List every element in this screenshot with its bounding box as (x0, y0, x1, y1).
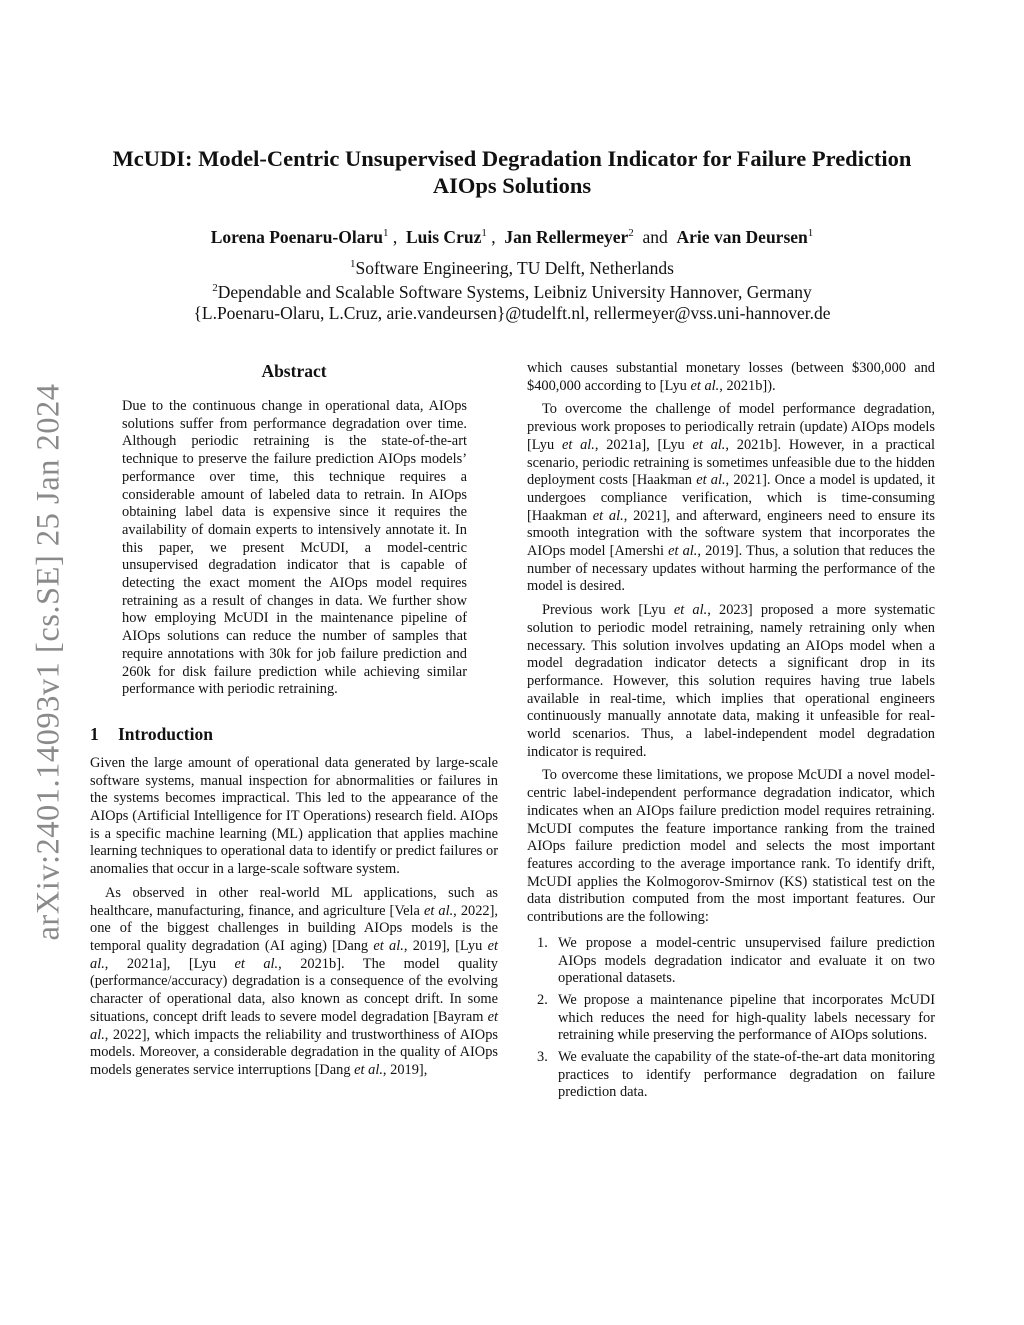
intro-paragraph-2: As observed in other real-world ML applications, such as healthcare, manufacturing, finance, and agriculture [Vela et al., 2022], one of the biggest challenges in building AIOps models is the temporal quality degradation (AI aging) [Dang et al., 2019], [Lyu et al., 2021a], [Lyu et al., 2021b]. The model quality (performance/accuracy) degradation is a consequence of the evolving character of operational data, also known as concept drift. In some situations, concept drift leads to severe model degradation [Bayram et al., 2022], which impacts the reliability and trustworthiness of AIOps models. Moreover, a considerable degradation in the quality of AIOps models generates service interruptions [Dang et al., 2019], (90, 884, 498, 1078)
right-paragraph-2: To overcome the challenge of model performance degradation, previous work proposes to periodically retrain (update) AIOps models [Lyu et al., 2021a], [Lyu et al., 2021b]. However, in a practical scenario, periodic retraining is sometimes unfeasible due to the hidden deployment costs [Haakman et al., 2021]. Once a model is updated, it undergoes compliance verification, which is time-consuming [Haakman et al., 2021], and afterward, engineers need to ensure its smooth integration with the software system that incorporates the AIOps model [Amershi et al., 2019]. Thus, a solution that reduces the number of necessary updates without harming the performance of the model is desired. (527, 401, 936, 595)
author-list: Lorena Poenaru-Olaru$^1$ , Luis Cruz$^1$ , Jan Rellermeyer$^2$ and Arie van Deursen$^1$ (210, 226, 814, 247)
paper-title: McUDI: Model-Centric Unsupervised Degradation Indicator for Failure Prediction AIOps Solutions (112, 146, 912, 198)
list-item: 1. We propose a model-centric unsupervised failure prediction AIOps models degradation indicator and evaluate it on two operational datasets. (537, 934, 935, 987)
right-paragraph-4: To overcome these limitations, we propose McUDI a novel model-centric label-independent performance degradation indicator, which indicates when an AIOps failure prediction model requires retraining. McUDI computes the feature importance ranking from the trained AIOps failure prediction model and selects the most important features according to the average importance rank. To identify drift, McUDI applies the Kolmogorov-Smirnov (KS) statistical test on the data distribution computed from the most important features. Our contributions are the following: (527, 767, 935, 926)
author-emails: {L.Poenaru-Olaru, L.Cruz, arie.vandeursen}@tudelft.nl, rellermeyer@vss.uni-hannover.de (193, 303, 831, 323)
right-paragraph-3: Previous work [Lyu et al., 2023] proposed a more systematic solution to periodic model retraining, namely retraining only when necessary. This solution involves updating an AIOps model when a model degradation indicator detects a significant drop in its performance. However, this solution requires having true labels available in real-time, which implies that operational engineers continuously manually annotate data, making it unfeasible for real-world scenarios. Thus, a label-independent model degradation indicator is required. (527, 602, 935, 760)
abstract-heading: Abstract (261, 361, 327, 381)
contributions-list (527, 935, 935, 1102)
affiliation-1: $^1$Software Engineering, TU Delft, Netherlands (350, 257, 674, 278)
section-heading-introduction: 1 Introduction (90, 723, 213, 744)
arxiv-identifier: arXiv:2401.14093v1 [cs.SE] 25 Jan 2024 (30, 383, 67, 941)
author: Luis Cruz$^1$ (405, 226, 487, 247)
affiliation-2: $^2$Dependable and Scalable Software Systems, Leibniz University Hannover, Germany (212, 281, 812, 302)
list-item: 2. We propose a maintenance pipeline that incorporates McUDI which reduces the need for high-quality labels necessary for retraining while preserving the performance of AIOps solutions. (537, 991, 935, 1044)
right-paragraph-1: which causes substantial monetary losses (between $300,000 and $400,000 according to [Lyu et al., 2021b]). (527, 360, 935, 394)
author: Lorena Poenaru-Olaru$^1$ (210, 226, 389, 247)
abstract-text: Due to the continuous change in operational data, AIOps solutions suffer from performance degradation over time. Although periodic retraining is the state-of-the-art technique to preserve the failure prediction AIOps models’ performance over time, this technique requires a considerable amount of labeled data to retrain. In AIOps obtaining label data is expensive since it requires the availability of domain experts to intensively annotate it. In this paper, we present McUDI, a model-centric unsupervised degradation indicator that is capable of detecting the exact moment the AIOps model requires retraining as a result of changes in data. We further show how employing McUDI in the maintenance pipeline of AIOps solutions can reduce the number of samples that require annotations with 30k for job failure prediction and 260k for disk failure prediction while achieving similar performance with periodic retraining. (122, 398, 467, 698)
left-column (90, 360, 498, 1080)
list-item: 3. We evaluate the capability of the state-of-the-art data monitoring practices to identify performance degradation on failure prediction data. (537, 1049, 935, 1101)
right-column (527, 360, 935, 1106)
author: Jan Rellermeyer$^2$ (504, 226, 634, 247)
intro-paragraph-1: Given the large amount of operational data generated by large-scale software systems, manual inspection for abnormalities or failures in the systems becomes impractical. This led to the appearance of the AIOps (Artificial Intelligence for IT Operations) research field. AIOps is a specific machine learning (ML) application that applies machine learning techniques to operational data to identify or predict failures or anomalies that occur in a large-scale software system. (90, 754, 498, 878)
author: Arie van Deursen$^1$ (676, 226, 814, 247)
